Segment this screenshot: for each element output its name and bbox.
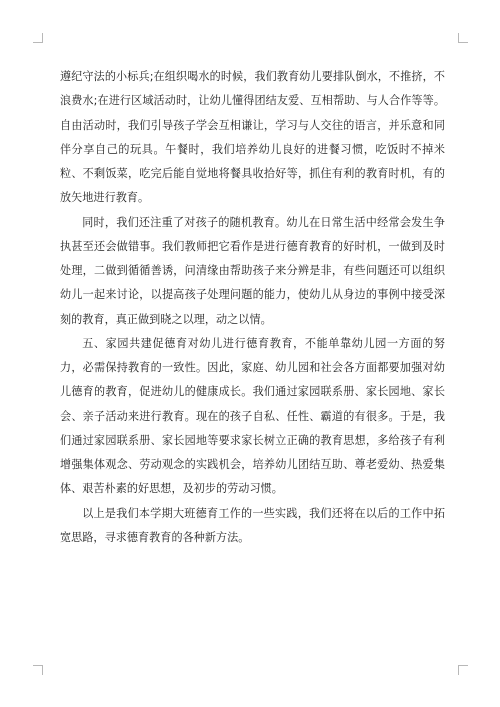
paragraph-4: 以上是我们本学期大班德育工作的一些实践，我们还将在以后的工作中拓宽思路，寻求德育教育的各种新方法。: [60, 506, 445, 544]
paragraph-1: 遵纪守法的小标兵;在组织喝水的时候，我们教育幼儿要排队倒水，不推挤，不浪费水;在进行区域活动时，让幼儿懂得团结友爱、互相帮助、与人合作等等。自由活动时，我们引导孩子学会互相谦让，学习与人交往的语言，并乐意和同伴分享自己的玩具。午餐时，我们培养幼儿良好的进餐习惯，吃饭时不掉米粒、不剩饭菜，吃完后能自觉地将餐具收拾好等，抓住有利的教育时机，有的放矢地进行教育。: [60, 70, 445, 205]
crop-mark-bottom-right: [458, 665, 468, 675]
paragraph-2: 同时，我们还注重了对孩子的随机教育。幼儿在日常生活中经常会发生争执甚至还会做错事。我们教师把它看作是进行德育教育的好时机，一做到及时处理，二做到循循善诱，问清缘由帮助孩子来分辨是非，有些问题还可以组织幼儿一起来讨论，以提高孩子处理问题的能力，使幼儿从身边的事例中接受深刻的教育，真正做到晓之以理，动之以情。: [60, 215, 445, 326]
document-body: [60, 65, 445, 550]
paragraph-3: 五、家园共建促德育对幼儿进行德育教育，不能单靠幼儿园一方面的努力，必需保持教育的一致性。因此，家庭、幼儿园和社会各方面都要加强对幼儿德育的教育，促进幼儿的健康成长。我们通过家园联系册、家长园地、家长会、亲子活动来进行教育。现在的孩子自私、任性、霸道的有很多。于是，我们通过家园联系册、家长园地等要求家长树立正确的教育思想，多给孩子有利增强集体观念、劳动观念的实践机会，培养幼儿团结互助、尊老爱幼、热爱集体、艰苦朴素的好思想，及初步的劳动习惯。: [60, 336, 445, 496]
crop-mark-bottom-left: [33, 665, 43, 675]
crop-mark-top-right: [458, 33, 468, 43]
crop-mark-top-left: [33, 33, 43, 43]
